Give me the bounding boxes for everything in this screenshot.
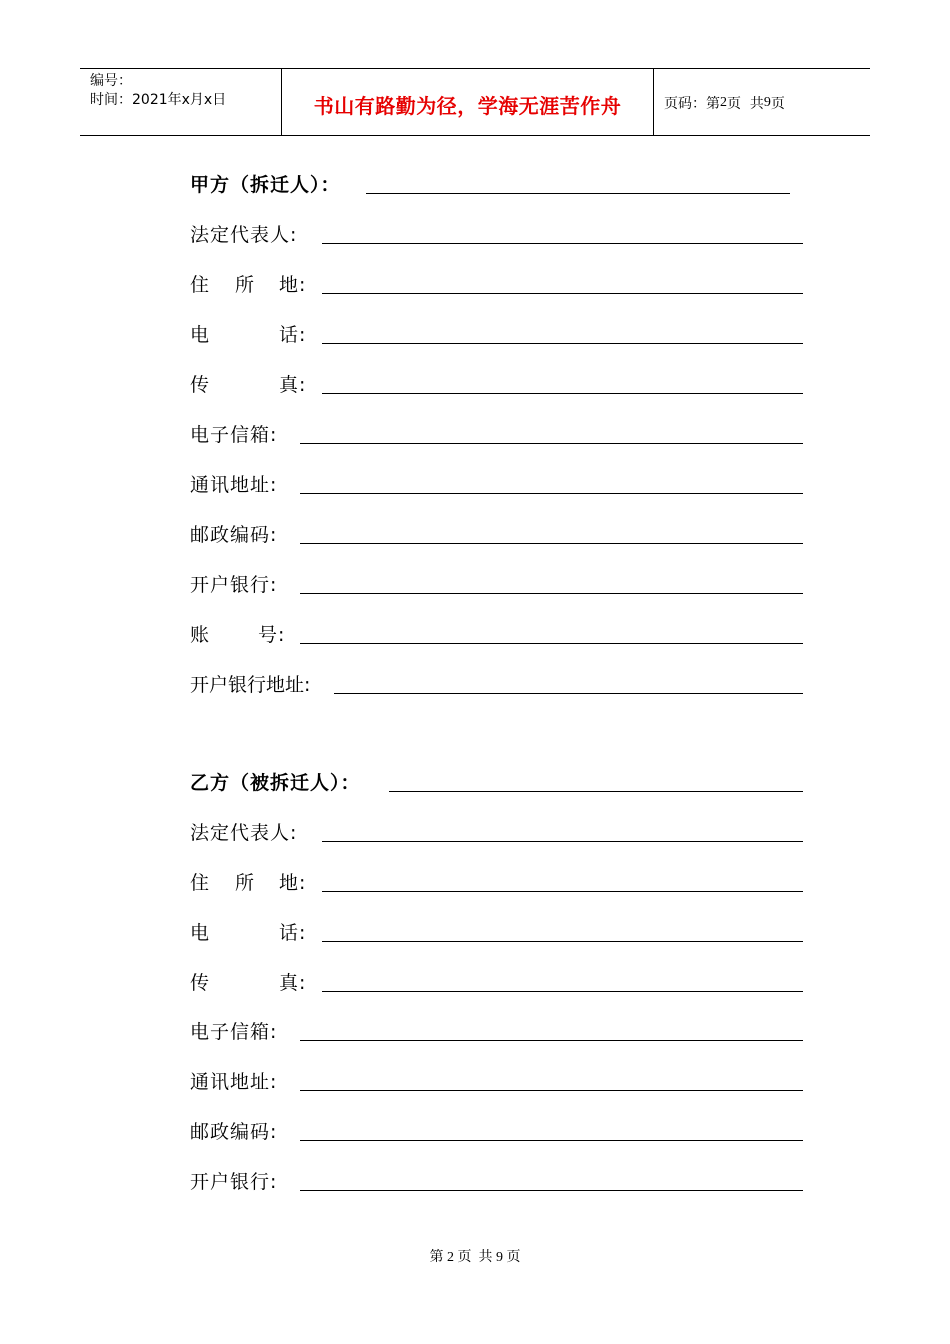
- label-part: 所: [235, 872, 256, 894]
- party-a-legal-rep-row: [0, 220, 950, 250]
- party-b-legal-rep-field[interactable]: [322, 841, 803, 842]
- party-b-postcode-field[interactable]: [300, 1140, 803, 1141]
- party-a-fax-field[interactable]: [322, 393, 803, 394]
- page-total: 9: [763, 95, 771, 110]
- party-b-mail-address-field[interactable]: [300, 1090, 803, 1091]
- party-b-bank-label: 开户银行:: [190, 1171, 278, 1193]
- party-b-bank-row: [0, 1167, 950, 1197]
- party-b-fax-row: [0, 968, 950, 998]
- party-b-fax-label: [190, 968, 306, 998]
- party-b-email-label: 电子信箱:: [190, 1021, 278, 1043]
- page-header: [80, 68, 870, 136]
- party-b-fax-field[interactable]: [322, 991, 803, 992]
- party-b-mail-address-row: [0, 1067, 950, 1097]
- label-part: 住: [190, 872, 211, 894]
- party-a-title-row: [0, 170, 950, 200]
- party-b-name-field[interactable]: [389, 791, 803, 792]
- label-part: 电: [190, 922, 211, 944]
- party-a-address-row: [0, 270, 950, 300]
- label-part: 号:: [258, 624, 286, 646]
- label-part: 话:: [279, 324, 307, 346]
- party-a-name-field[interactable]: [366, 193, 790, 194]
- party-a-bank-address-row: [0, 670, 950, 700]
- header-slogan-cell: [282, 69, 654, 135]
- party-a-legal-rep-label: 法定代表人:: [190, 224, 298, 246]
- label-part: 真:: [279, 972, 307, 994]
- page-label-mid: 页 共: [727, 96, 764, 112]
- party-a-address-label: [190, 270, 306, 300]
- label-part: 真:: [279, 374, 307, 396]
- footer-pre: 第: [429, 1250, 444, 1265]
- party-b-postcode-row: [0, 1117, 950, 1147]
- party-b-postcode-label: 邮政编码:: [190, 1121, 278, 1143]
- party-a-mail-address-field[interactable]: [300, 493, 803, 494]
- party-b-address-field[interactable]: [322, 891, 803, 892]
- party-a-mail-address-row: [0, 470, 950, 500]
- label-part: 所: [235, 274, 256, 296]
- party-b-bank-field[interactable]: [300, 1190, 803, 1191]
- party-b-email-row: [0, 1017, 950, 1047]
- document-date-label: 时间：2021年x月x日: [90, 92, 227, 108]
- label-part: 话:: [279, 922, 307, 944]
- party-b-address-label: [190, 868, 306, 898]
- party-b-legal-rep-label: 法定代表人:: [190, 822, 298, 844]
- party-a-postcode-label: 邮政编码:: [190, 524, 278, 546]
- party-a-phone-label: [190, 320, 306, 350]
- label-part: 传: [190, 972, 211, 994]
- party-a-postcode-field[interactable]: [300, 543, 803, 544]
- party-b-title: 乙方（被拆迁人）：: [190, 772, 361, 794]
- party-a-postcode-row: [0, 520, 950, 550]
- footer-post: 页: [506, 1250, 521, 1265]
- party-a-account-row: [0, 620, 950, 650]
- label-part: 地:: [279, 872, 307, 894]
- party-a-bank-address-field[interactable]: [334, 693, 803, 694]
- party-a-bank-row: [0, 570, 950, 600]
- party-a-phone-row: [0, 320, 950, 350]
- party-b-email-field[interactable]: [300, 1040, 803, 1041]
- footer-total: 9: [496, 1250, 503, 1265]
- party-a-account-field[interactable]: [300, 643, 803, 644]
- page-footer: [0, 1246, 950, 1266]
- party-b-phone-row: [0, 918, 950, 948]
- party-b-address-row: [0, 868, 950, 898]
- party-a-account-label: [190, 620, 285, 650]
- header-slogan: 书山有路勤为径，学海无涯苦作舟: [313, 93, 622, 118]
- party-a-address-field[interactable]: [322, 293, 803, 294]
- header-meta: [80, 69, 282, 135]
- document-number-label: 编号：: [90, 73, 132, 89]
- page-label-post: 页: [770, 96, 785, 112]
- party-a-bank-label: 开户银行:: [190, 574, 278, 596]
- footer-mid: 页 共: [457, 1250, 493, 1265]
- page-current: 2: [720, 95, 727, 110]
- label-part: 账: [190, 624, 211, 646]
- party-a-email-label: 电子信箱:: [190, 424, 278, 446]
- party-b-phone-label: [190, 918, 306, 948]
- header-page-info: [654, 70, 870, 136]
- party-b-mail-address-label: 通讯地址:: [190, 1071, 278, 1093]
- party-a-phone-field[interactable]: [322, 343, 803, 344]
- party-b-legal-rep-row: [0, 818, 950, 848]
- party-a-title: 甲方（拆迁人）：: [190, 174, 341, 196]
- party-a-mail-address-label: 通讯地址:: [190, 474, 278, 496]
- label-part: 住: [190, 274, 211, 296]
- party-b-phone-field[interactable]: [322, 941, 803, 942]
- footer-current: 2: [447, 1250, 454, 1265]
- party-a-fax-row: [0, 370, 950, 400]
- party-b-title-row: [0, 768, 950, 798]
- party-a-bank-address-label: 开户银行地址:: [190, 674, 311, 696]
- party-a-legal-rep-field[interactable]: [322, 243, 803, 244]
- party-a-email-row: [0, 420, 950, 450]
- label-part: 电: [190, 324, 211, 346]
- label-part: 地:: [279, 274, 307, 296]
- party-a-bank-field[interactable]: [300, 593, 803, 594]
- page-label-pre: 页码：第: [664, 96, 720, 112]
- party-a-fax-label: [190, 370, 306, 400]
- label-part: 传: [190, 374, 211, 396]
- party-a-email-field[interactable]: [300, 443, 803, 444]
